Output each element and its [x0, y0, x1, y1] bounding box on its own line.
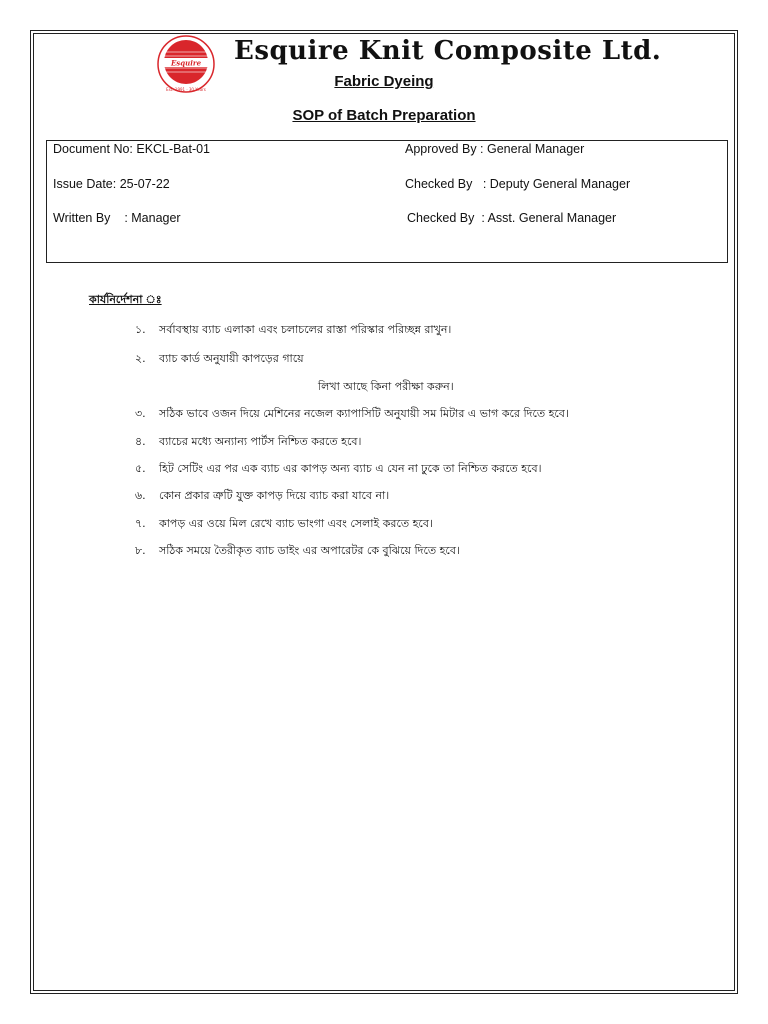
instruction-step: ৮. সঠিক সময়ে তৈরীকৃত ব্যাচ ডাইং এর অপারেটর কে বুঝিয়ে দিতে হবে। — [135, 544, 460, 557]
instruction-step: ৭. কাপড় এর ওয়ে মিল রেখে ব্যাচ ভাংগা এবং সেলাই করতে হবে। — [135, 517, 433, 530]
instructions-heading: কার্যনির্দেশনা ঃ — [89, 293, 162, 306]
logo-wordmark: Esquire — [170, 58, 202, 68]
instruction-step: ৪. ব্যাচের মধ্যে অন্যান্য পার্টস নিশ্চিত করতে হবে। — [135, 435, 362, 448]
written-by: Written By : Manager — [53, 211, 181, 225]
instruction-step: ২. ব্যাচ কার্ড অনুযায়ী কাপড়ের গায়ে — [135, 352, 304, 365]
department-title: Fabric Dyeing — [334, 73, 434, 90]
checked-by-deputy: Checked By : Deputy General Manager — [405, 177, 631, 191]
instruction-step-continuation: লিখা আছে কিনা পরীক্ষা করুন। — [318, 380, 454, 393]
document-number: Document No: EKCL-Bat-01 — [53, 142, 211, 156]
instruction-step: ১. সর্বাবস্থায় ব্যাচ এলাকা এবং চলাচলের রাস্তা পরিস্কার পরিচ্ছন্ন রাখুন। — [135, 323, 452, 336]
instruction-step: ৫. হিট সেটিং এর পর এক ব্যাচ এর কাপড় অন্য ব্যাচ এ যেন না ঢুকে তা নিশ্চিত করতে হবে। — [135, 462, 542, 475]
document-info-box — [46, 140, 728, 263]
instruction-step: ৬. কোন প্রকার ত্রুটি যুক্ত কাপড় দিয়ে ব্যাচ করা যাবে না। — [135, 489, 390, 502]
approved-by: Approved By : General Manager — [405, 142, 585, 156]
checked-by-asst: Checked By : Asst. General Manager — [407, 211, 617, 225]
instruction-step: ৩. সঠিক ভাবে ওজন দিয়ে মেশিনের নজেল ক্যাপাসিটি অনুযায়ী সম মিটার এ ভাগ করে দিতে হবে। — [135, 407, 569, 420]
logo-ring-text: Est. 1991 · 30 Years — [166, 87, 206, 92]
document-title: SOP of Batch Preparation — [292, 107, 476, 124]
company-name: Esquire Knit Composite Ltd. — [234, 36, 662, 66]
issue-date: Issue Date: 25-07-22 — [53, 177, 170, 191]
